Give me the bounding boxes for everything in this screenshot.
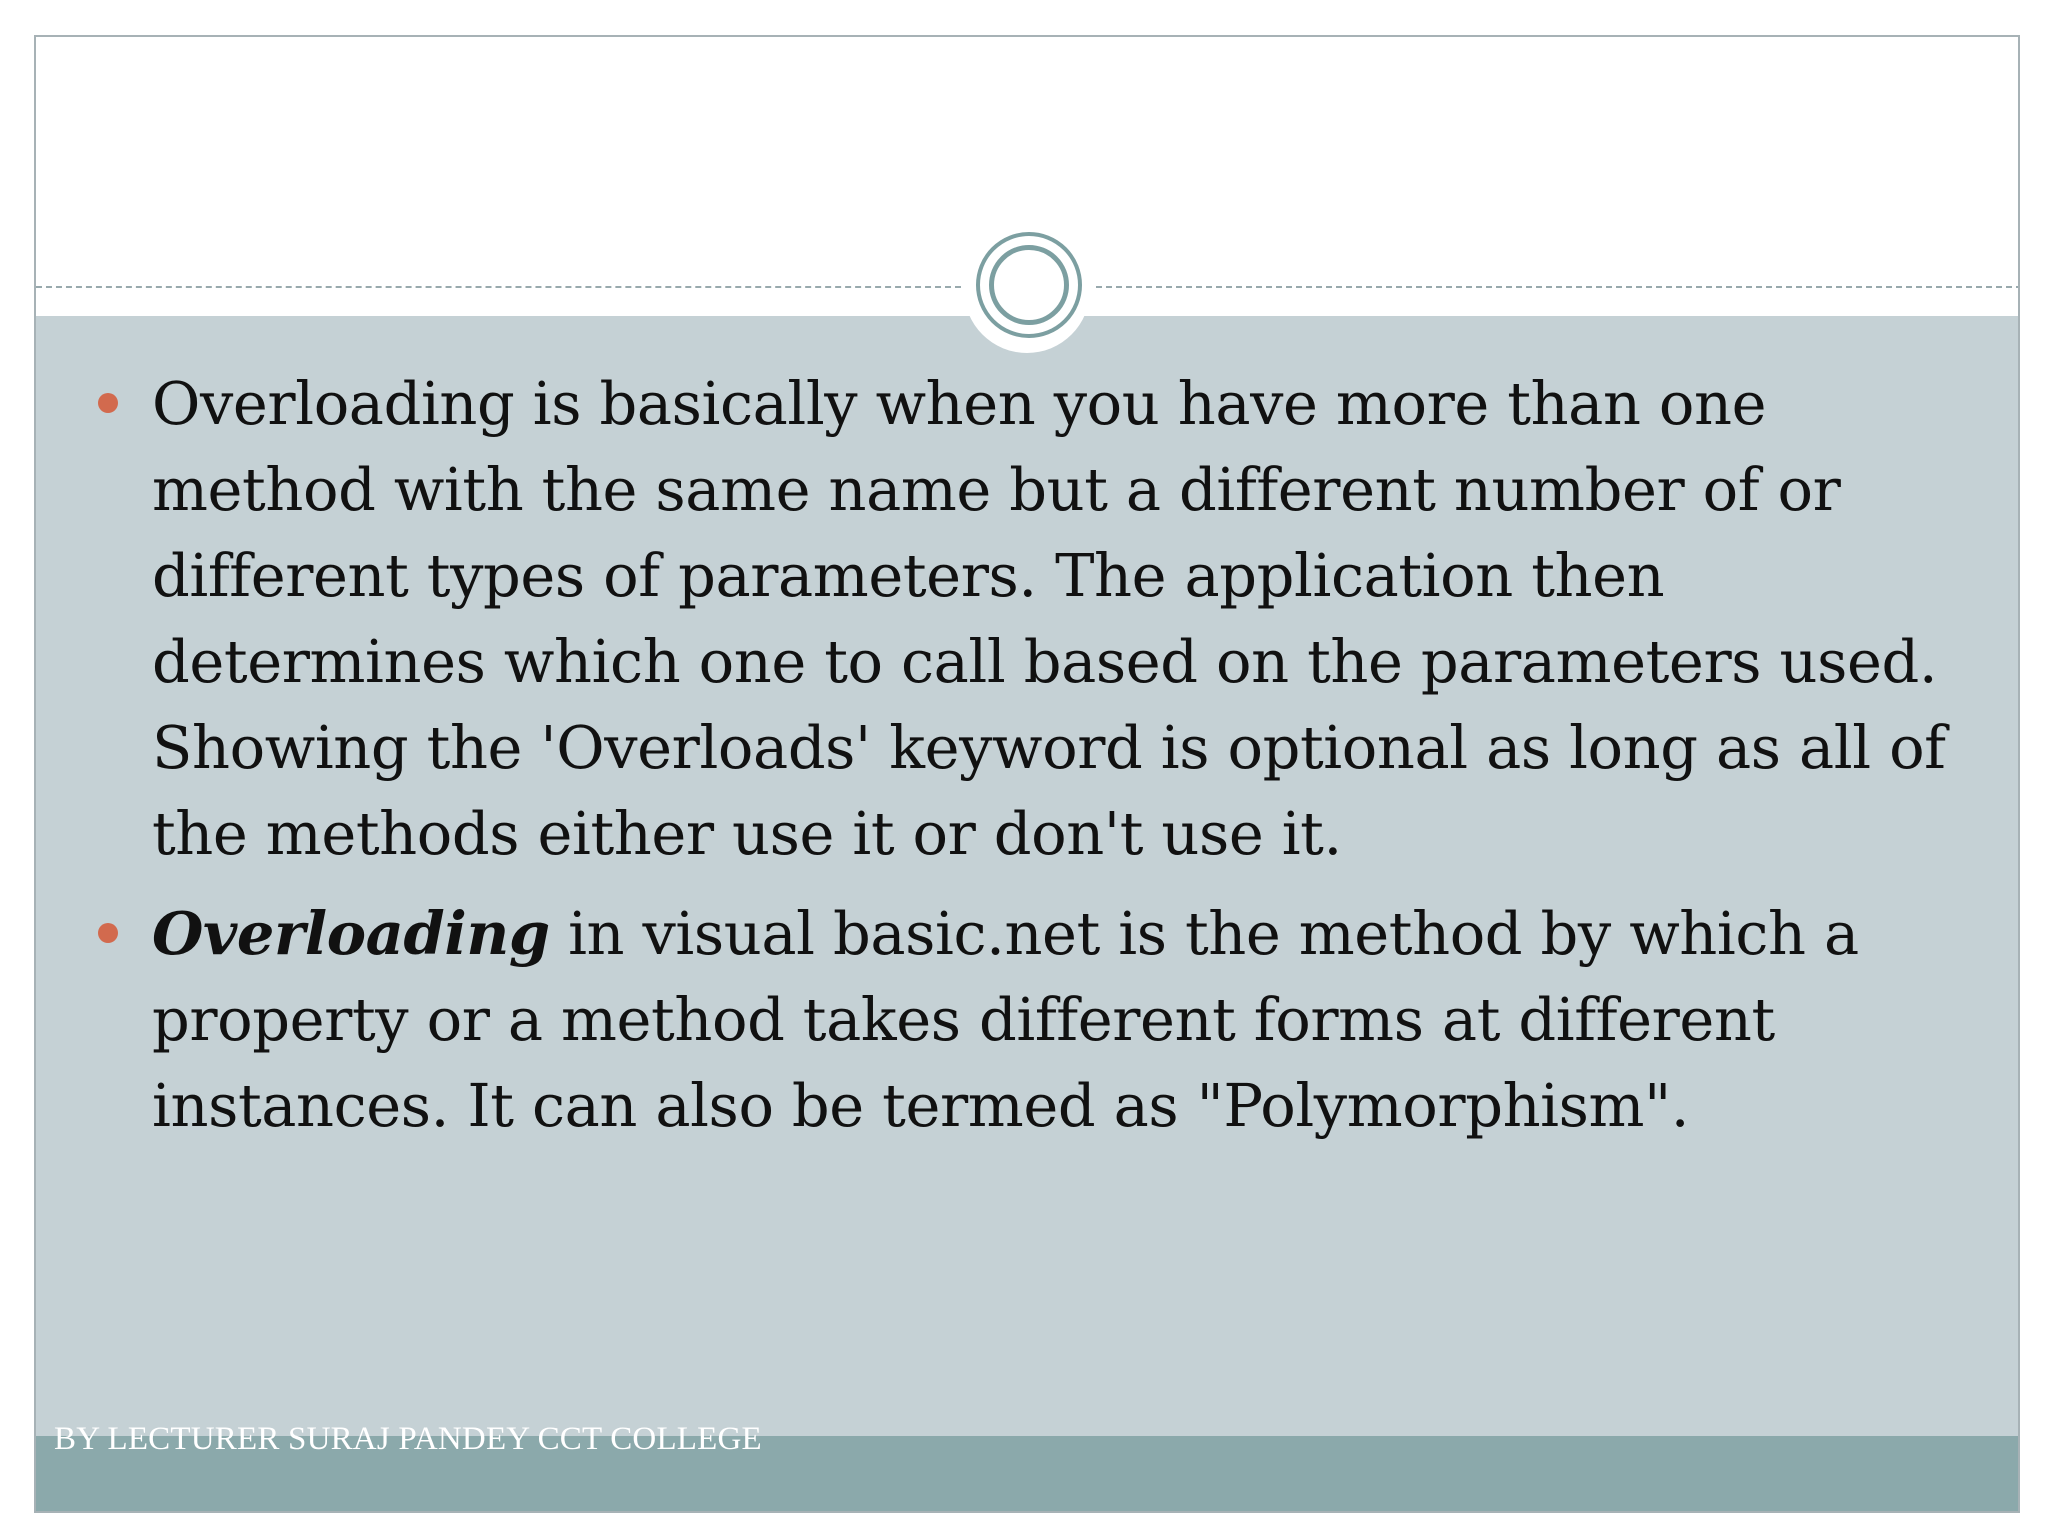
ring-ornament-inner [989, 245, 1069, 325]
bullet-text: in visual basic.net is the method by which a property or a method takes different forms at different instances. It can also be termed as "Polymorphism". [152, 899, 1859, 1140]
bullet-dot-icon [98, 923, 118, 943]
bullet-emphasis: Overloading [152, 899, 550, 968]
bullet-item-vbnet [36, 891, 2018, 1149]
bullet-text: Overloading is basically when you have more than one method with the same name but a different number of or different types of parameters. The application then determines which one to call based on the parameters used. Showing the 'Overloads' keyword is optional as long as all of the methods either use it or don't use it. [152, 369, 1946, 868]
header-divider-right [1096, 286, 2020, 288]
bullet-item-definition [36, 361, 2018, 877]
footer-credit: BY LECTURER SURAJ PANDEY CCT COLLEGE [54, 1421, 762, 1457]
slide [34, 35, 2020, 1513]
bullet-dot-icon [98, 393, 118, 413]
bullet-list [36, 361, 2018, 1163]
header-divider-left [36, 286, 961, 288]
